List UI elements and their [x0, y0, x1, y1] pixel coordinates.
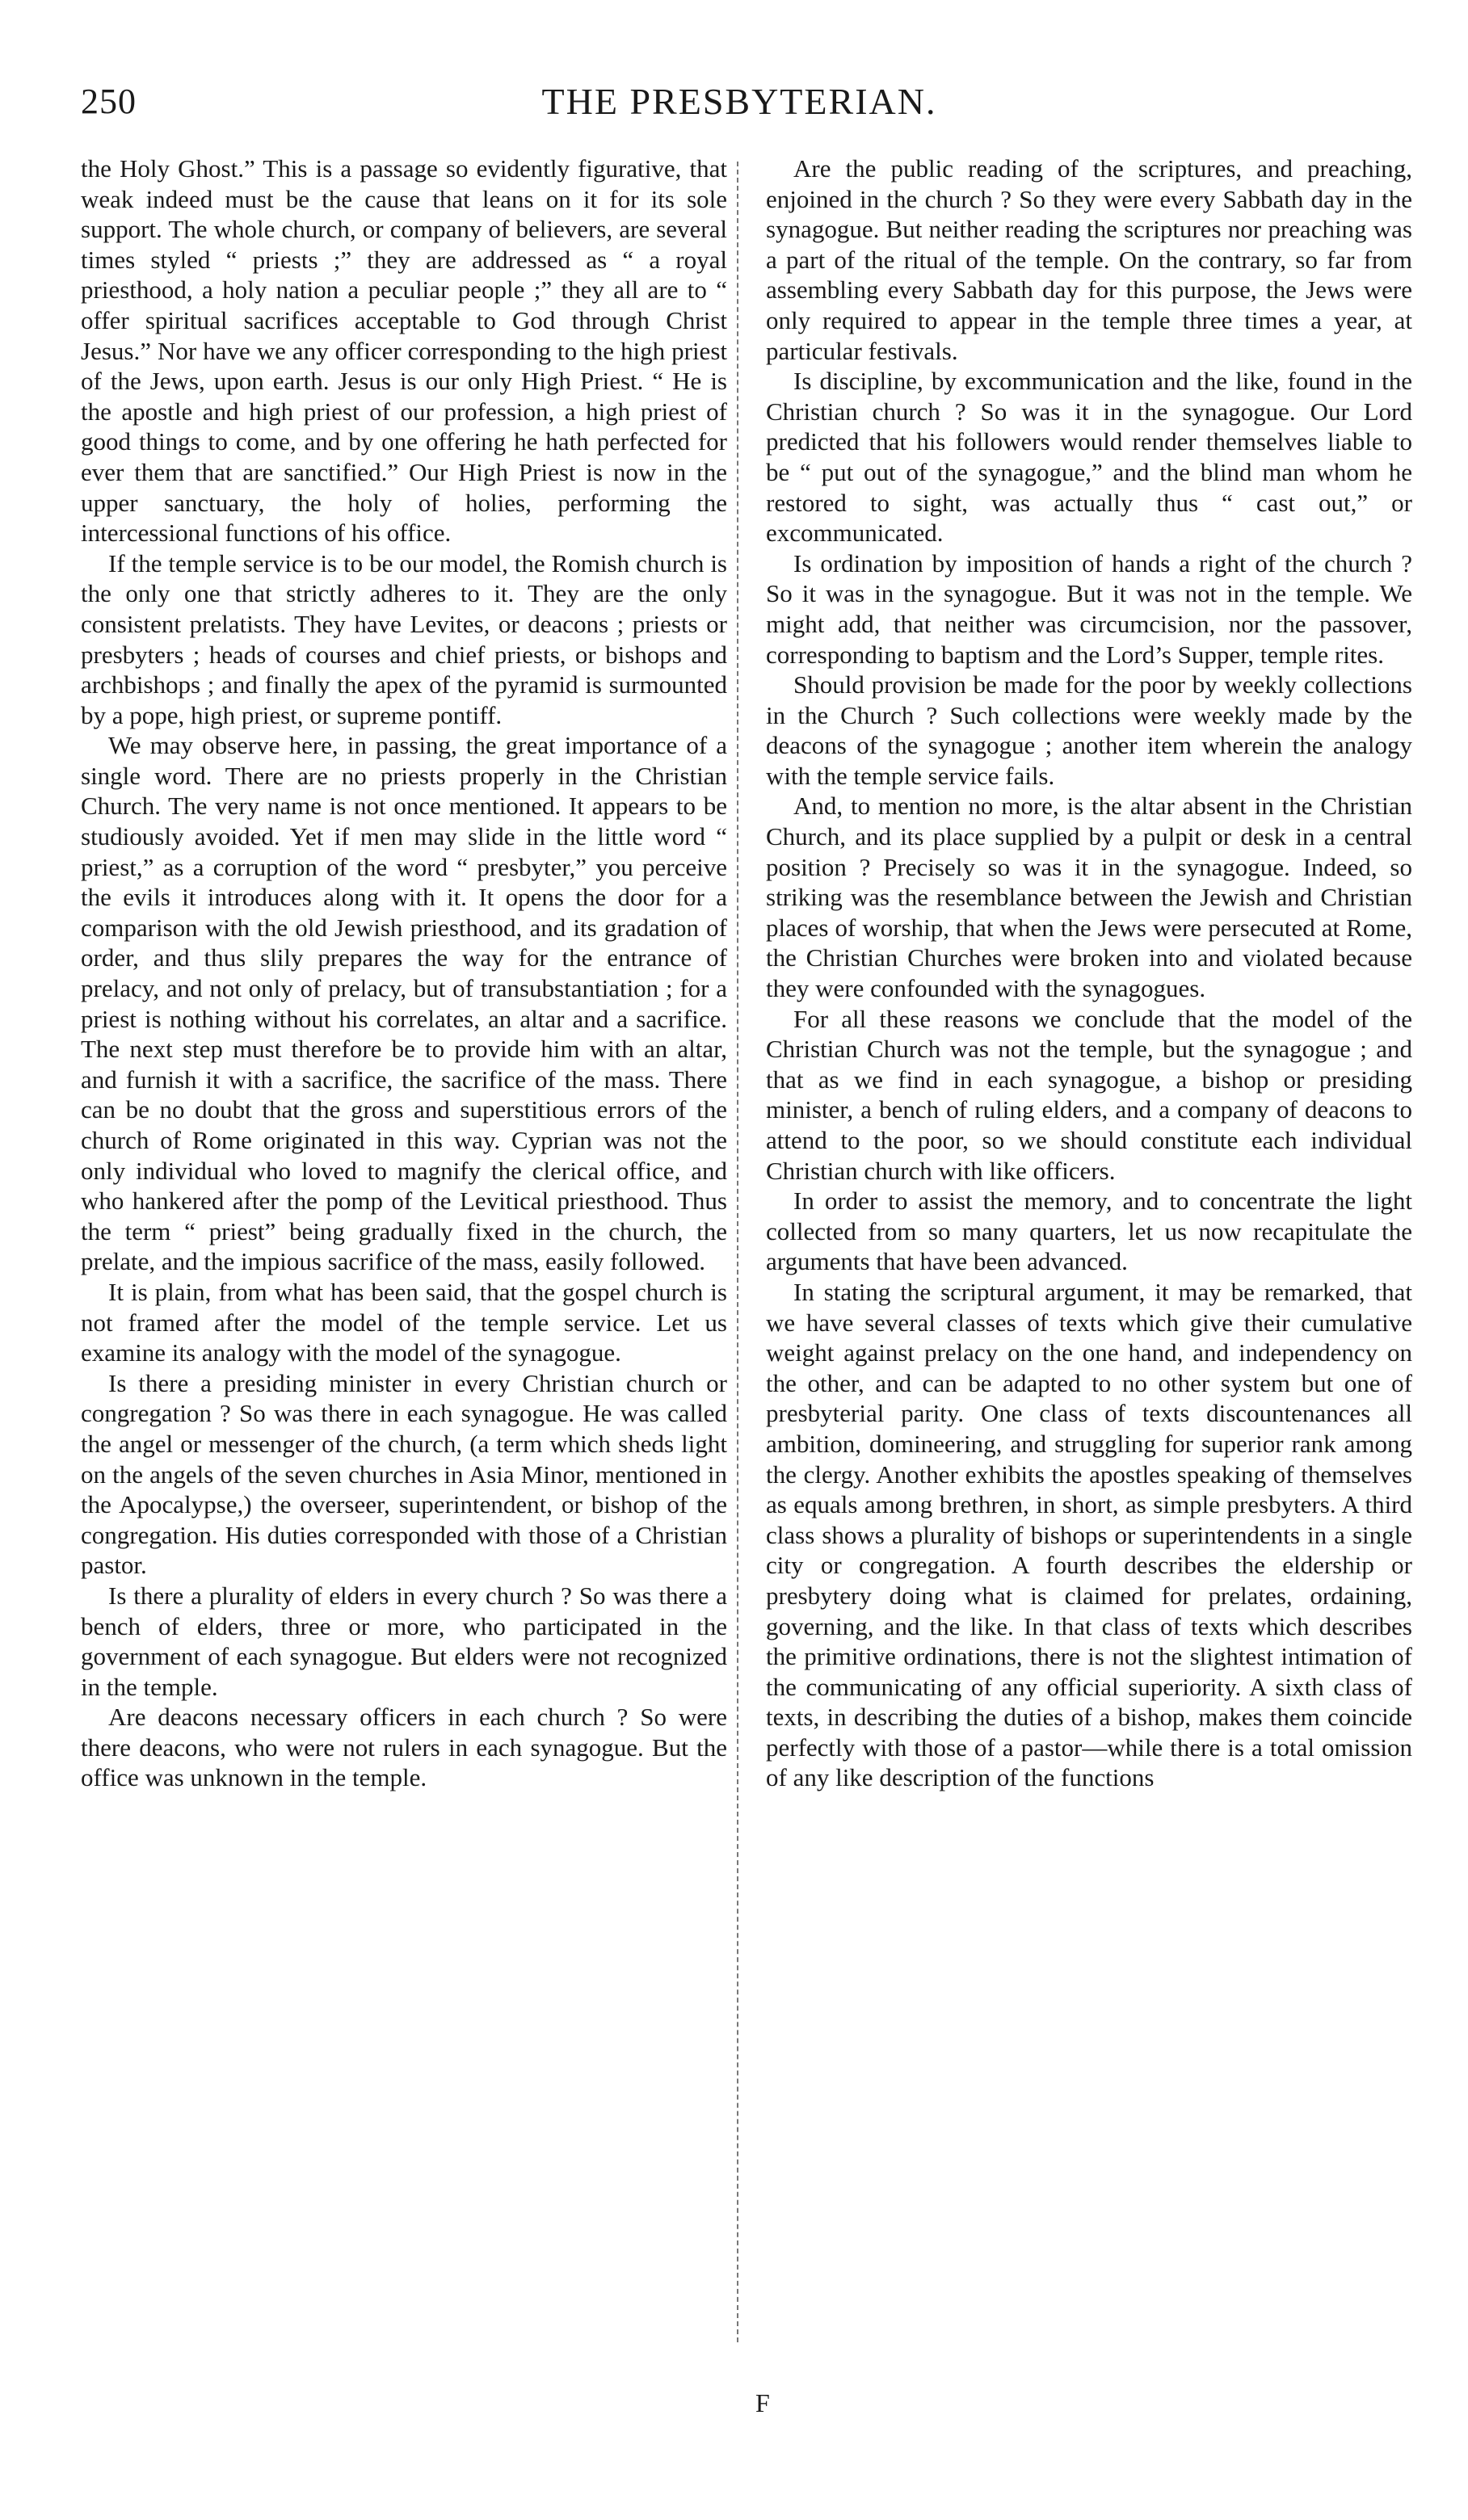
paragraph: For all these reasons we conclude that the model of the Christian Church was not the temple, but the synagogue ; and that as we find in each synagogue, a bishop or presiding minister, a bench of ruling elders, and a company of deacons to attend to the poor, so we should constitute each individual Christian church with like officers. [766, 1004, 1412, 1185]
page-number: 250 [81, 82, 137, 121]
right-column [766, 153, 1412, 2367]
page-header [81, 78, 1398, 134]
paragraph: Is ordination by imposition of hands a right of the church ? So it was in the synagogue. But it was not in the temple. We might add, that neither was circumcision, nor the passover, corresponding to baptism and the Lord’s Supper, temple rites. [766, 548, 1412, 669]
paragraph: If the temple service is to be our model, the Romish church is the only one that strictly adheres to it. They are the only consistent prelatists. They have Levites, or deacons ; priests or presbyters ; heads of courses and chief priests, or bishops and archbishops ; and finally the apex of the pyramid is surmounted by a pope, high priest, or supreme pontiff. [81, 548, 727, 729]
paragraph: We may observe here, in passing, the great importance of a single word. There are no priests properly in the Christian Church. The very name is not once mentioned. It appears to be studiously avoided. Yet if men may slide in the little word “ priest,” as a corruption of the word “ presbyter,” you perceive the evils it introduces along with it. It opens the door for a comparison with the old Jewish priesthood, and its gradation of order, and thus slily prepares the way for the entrance of prelacy, and not only of prelacy, but of transubstantiation ; for a priest is nothing without his correlates, an altar and a sacrifice. The next step must therefore be to provide him with an altar, and furnish it with a sacrifice, the sacrifice of the mass. There can be no doubt that the gross and superstitious errors of the church of Rome originated in this way. Cyprian was not the only individual who loved to magnify the clerical office, and who hankered after the pomp of the Levitical priesthood. Thus the term “ priest” being gradually fixed in the church, the prelate, and the impious sacrifice of the mass, easily followed. [81, 731, 727, 1276]
paragraph: Is there a plurality of elders in every church ? So was there a bench of elders, three or more, who participated in the government of each synagogue. But elders were not recognized in the temple. [81, 1581, 727, 1701]
paragraph: It is plain, from what has been said, that the gospel church is not framed after the model of the temple service. Let us examine its analogy with the model of the synagogue. [81, 1277, 727, 1367]
column-divider [737, 162, 738, 2342]
paragraph: And, to mention no more, is the altar absent in the Christian Church, and its place supplied by a pulpit or desk in a central position ? Precisely so was it in the synagogue. Indeed, so striking was the resemblance between the Jewish and Christian places of worship, that when the Jews were persecuted at Rome, the Christian Churches were broken into and violated because they were confounded with the synagogues. [766, 792, 1412, 1003]
paragraph: Is discipline, by excommunication and the like, found in the Christian church ? So was it in the synagogue. Our Lord predicted that his followers would render themselves liable to be “ put out of the synagogue,” and the blind man whom he restored to sight, was actually thus “ cast out,” or excommunicated. [766, 367, 1412, 548]
signature-mark: F [755, 2388, 770, 2417]
paragraph: In order to assist the memory, and to concentrate the light collected from so many quarters, let us now recapitulate the arguments that have been advanced. [766, 1186, 1412, 1276]
left-column [81, 153, 727, 2367]
paragraph: Should provision be made for the poor by weekly collections in the Church ? Such collections were weekly made by the deacons of the synagogue ; another item wherein the analogy with the temple service fails. [766, 670, 1412, 790]
running-title: THE PRESBYTERIAN. [541, 81, 937, 122]
paragraph: the Holy Ghost.” This is a passage so evidently figurative, that weak indeed must be the cause that leans on it for its sole support. The whole church, or company of believers, are several times styled “ priests ;” they are addressed as “ a royal priesthood, a holy nation a peculiar people ;” they all are to “ offer spiritual sacrifices acceptable to God through Christ Jesus.” Nor have we any officer corresponding to the high priest of the Jews, upon earth. Jesus is our only High Priest. “ He is the apostle and high priest of our profession, a high priest of good things to come, and by one offering he hath perfected for ever them that are sanctified.” Our High Priest is now in the upper sanctuary, the holy of holies, performing the intercessional functions of his office. [81, 154, 727, 548]
paragraph: Is there a presiding minister in every Christian church or congregation ? So was there in each synagogue. He was called the angel or messenger of the church, (a term which sheds light on the angels of the seven churches in Asia Minor, mentioned in the Apocalypse,) the overseer, superintendent, or bishop of the congregation. His duties corresponded with those of a Christian pastor. [81, 1368, 727, 1580]
paragraph: In stating the scriptural argument, it may be remarked, that we have several classes of texts which give their cumulative weight against prelacy on the one hand, and independency on the other, and can be adapted to no other system but one of presbyterial parity. One class of texts discountenances all ambition, domineering, and struggling for superior rank among the clergy. Another exhibits the apostles speaking of themselves as equals among brethren, in short, as simple presbyters. A third class shows a plurality of bishops or superintendents in a single city or congregation. A fourth describes the eldership or presbytery doing what is claimed for prelates, ordaining, governing, and the like. In that class of texts which describes the primitive ordinations, there is not the slightest intimation of the communicating of any official superiority. A sixth class of texts, in describing the duties of a bishop, makes them coincide perfectly with those of a pastor—while there is a total omission of any like description of the functions [766, 1277, 1412, 1792]
paragraph: Are deacons necessary officers in each church ? So were there deacons, who were not rulers in each synagogue. But the office was unknown in the temple. [81, 1703, 727, 1792]
paragraph: Are the public reading of the scriptures, and preaching, enjoined in the church ? So they were every Sabbath day in the synagogue. But neither reading the scriptures nor preaching was a part of the ritual of the temple. On the contrary, so far from assembling every Sabbath day for this purpose, the Jews were only required to appear in the temple three times a year, at particular festivals. [766, 154, 1412, 365]
